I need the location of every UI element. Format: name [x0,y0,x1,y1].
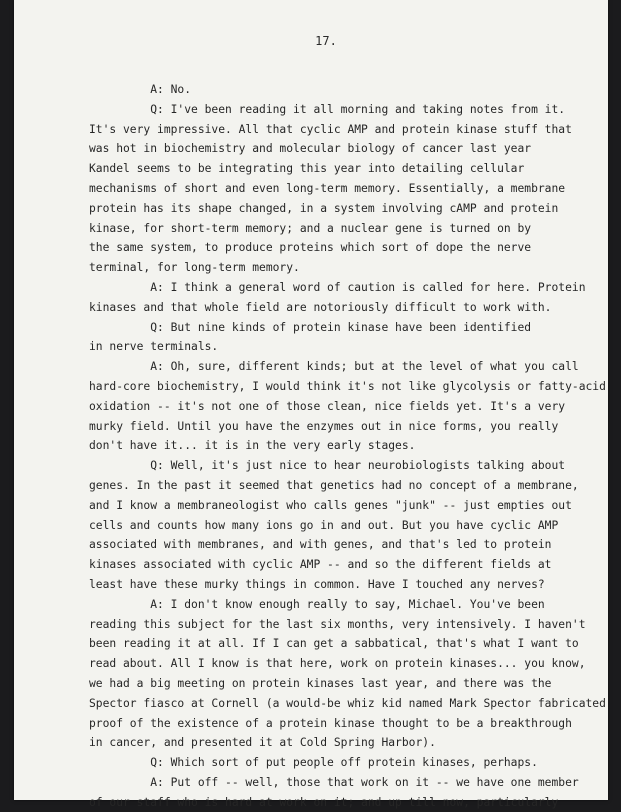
text-line: read about. All I know is that here, work on protein kinases... you know, [89,657,586,671]
text-line: oxidation -- it's not one of those clean, nice fields yet. It's a very [89,399,566,413]
text-line: A: Oh, sure, different kinds; but at the level of what you call [89,360,579,374]
text-line: A: I think a general word of caution is called for here. Protein [89,280,586,294]
text-line: protein has its shape changed, in a system involving cAMP and protein [89,201,559,215]
text-line: Spector fiasco at Cornell (a would-be whiz kid named Mark Spector fabricated [89,696,606,710]
document-body [89,80,606,812]
text-line: proof of the existence of a protein kinase thought to be a breakthrough [89,716,572,730]
text-line: terminal, for long-term memory. [89,261,300,275]
text-line: A: No. [89,83,192,96]
text-line: don't have it... it is in the very early stages. [89,439,416,453]
text-line: reading this subject for the last six months, very intensively. I haven't [89,617,586,631]
text-line: It's very impressive. All that cyclic AMP and protein kinase stuff that [89,122,572,136]
document-page [14,0,608,809]
text-line: hard-core biochemistry, I would think it's not like glycolysis or fatty-acid [89,379,606,393]
text-line: A: I don't know enough really to say, Michael. You've been [89,597,545,611]
text-line: least have these murky things in common. Have I touched any nerves? [89,577,545,591]
page-number: 17. [315,34,337,48]
text-line: genes. In the past it seemed that genetics had no concept of a membrane, [89,478,579,492]
text-line: been reading it at all. If I can get a sabbatical, that's what I want to [89,637,579,651]
text-line: kinase, for short-term memory; and a nuclear gene is turned on by [89,221,532,235]
text-line: we had a big meeting on protein kinases last year, and there was the [89,676,552,690]
text-line: murky field. Until you have the enzymes out in nice forms, you really [89,419,559,433]
text-line: in cancer, and presented it at Cold Spring Harbor). [89,736,436,750]
text-line: Q: But nine kinds of protein kinase have been identified [89,320,532,334]
text-line: and I know a membraneologist who calls genes "junk" -- just empties out [89,498,572,512]
text-line: kinases and that whole field are notoriously difficult to work with. [89,300,552,314]
text-line: mechanisms of short and even long-term memory. Essentially, a membrane [89,181,566,195]
text-line: cells and counts how many ions go in and out. But you have cyclic AMP [89,518,559,532]
text-line: Q: I've been reading it all morning and taking notes from it. [89,102,566,116]
text-line: of our staff who is hard at work on it; and up till now, particularly [89,795,559,809]
text-line: A: Put off -- well, those that work on it -- we have one member [89,775,579,789]
text-line: was hot in biochemistry and molecular biology of cancer last year [89,142,532,156]
text-line: associated with membranes, and with genes, and that's led to protein [89,538,552,552]
text-line: the same system, to produce proteins which sort of dope the nerve [89,241,532,255]
text-line: Kandel seems to be integrating this year into detailing cellular [89,162,525,176]
text-line: Q: Well, it's just nice to hear neurobiologists talking about [89,459,566,473]
text-line: in nerve terminals. [89,340,219,354]
text-line: kinases associated with cyclic AMP -- and so the different fields at [89,558,552,572]
text-line: Q: Which sort of put people off protein kinases, perhaps. [89,756,538,770]
